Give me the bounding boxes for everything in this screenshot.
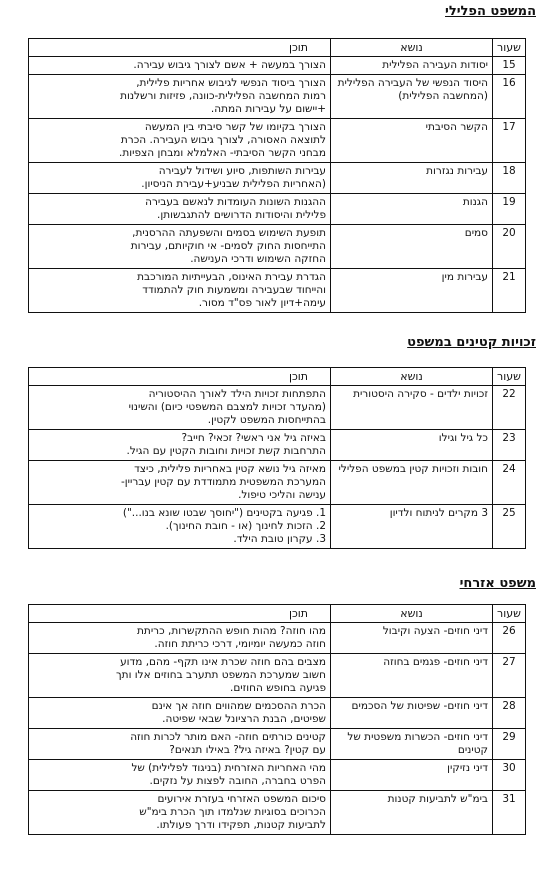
table-row <box>29 163 526 194</box>
lesson-topic: בימ"ש לתביעות קטנות <box>331 791 493 835</box>
lesson-number: 31 <box>493 791 526 835</box>
lesson-number: 27 <box>493 654 526 698</box>
lesson-number: 24 <box>493 461 526 505</box>
lesson-content: 1. פגיעה בקטינים ("יחוסך שבטו שונא בנו...") 2. הזכות לחינוך (או - חובת החינוך). 3. עקרון טובת הילד. <box>29 505 331 549</box>
lesson-topic: דיני חוזים- שפיטות של הסכמים <box>331 698 493 729</box>
table-header-row <box>29 368 526 386</box>
lesson-number: 22 <box>493 386 526 430</box>
header-content: תוכן <box>29 605 331 623</box>
lesson-content: מצבים בהם חוזה שכרת אינו תקף- מהם, מדוע חשוב שמערכת המשפט תתערב בחוזים אלו ותך פגיעה בחופש החוזים. <box>29 654 331 698</box>
lesson-number: 26 <box>493 623 526 654</box>
header-number: שעור <box>493 605 526 623</box>
table-row <box>29 505 526 549</box>
lessons-table <box>28 38 526 313</box>
header-number: שעור <box>493 39 526 57</box>
lesson-number: 15 <box>493 57 526 75</box>
table-row <box>29 75 526 119</box>
table-row <box>29 269 526 313</box>
lesson-topic: כל גיל וגילו <box>331 430 493 461</box>
lesson-content: באיזה גיל אני ראשי? זכאי? חייב? התרחבות קשת זכויות וחובות הקטין עם הגיל. <box>29 430 331 461</box>
table-row <box>29 57 526 75</box>
section-title: המשפט הפלילי <box>445 4 536 19</box>
table-row <box>29 430 526 461</box>
lesson-topic: יסודות העבירה הפלילית <box>331 57 493 75</box>
lesson-number: 30 <box>493 760 526 791</box>
table-row <box>29 461 526 505</box>
header-topic: נושא <box>331 368 493 386</box>
lesson-number: 17 <box>493 119 526 163</box>
table-row <box>29 194 526 225</box>
lesson-number: 28 <box>493 698 526 729</box>
lesson-content: תופעת השימוש בסמים והשפעתה ההרסנית, התייחסות החוק לסמים- אי חוקיותם, עבירות החזקה השימוש ודרכי הענישה. <box>29 225 331 269</box>
lesson-content: הצורך בקיומו של קשר סיבתי בין המעשה לתוצאה האסורה, לצורך גיבוש העבירה. הכרת מבחני הקשר הסיבתי- האלמלא ומבחן הצפיות. <box>29 119 331 163</box>
lesson-topic: 3 מקרים לניתוח ולדיון <box>331 505 493 549</box>
section-title: משפט אזרחי <box>459 576 536 591</box>
header-content: תוכן <box>29 39 331 57</box>
lessons-table <box>28 367 526 549</box>
lesson-topic: עבירות מין <box>331 269 493 313</box>
lesson-number: 19 <box>493 194 526 225</box>
table-row <box>29 654 526 698</box>
lesson-number: 25 <box>493 505 526 549</box>
lesson-content: הצורך ביסוד הנפשי לגיבוש אחריות פלילית, רמות המחשבה הפלילית-כוונה, פזיזות ורשלנות +יישום על עבירות המתה. <box>29 75 331 119</box>
table-row <box>29 386 526 430</box>
header-topic: נושא <box>331 39 493 57</box>
table-row <box>29 760 526 791</box>
lesson-topic: היסוד הנפשי של העבירה הפלילית (המחשבה הפלילית) <box>331 75 493 119</box>
lessons-table <box>28 604 526 835</box>
lesson-content: ההגנות השונות העומדות לנאשם בעבירה פלילית והיסודות הדרושים להתגבשותן. <box>29 194 331 225</box>
header-content: תוכן <box>29 368 331 386</box>
lesson-number: 18 <box>493 163 526 194</box>
header-topic: נושא <box>331 605 493 623</box>
lesson-content: הצורך במעשה + אשם לצורך גיבוש עבירה. <box>29 57 331 75</box>
lesson-topic: עבירות נגזרות <box>331 163 493 194</box>
table-row <box>29 119 526 163</box>
lesson-number: 16 <box>493 75 526 119</box>
lesson-number: 21 <box>493 269 526 313</box>
lesson-content: התפתחות זכויות הילד לאורך ההיסטוריה (מהעדר זכויות למצבם המשפטי כיום) והשינוי בהתייחסות המשפט לקטין. <box>29 386 331 430</box>
lesson-topic: דיני חוזים- הכשרות משפטית של קטינים <box>331 729 493 760</box>
lesson-topic: דיני נזיקין <box>331 760 493 791</box>
lesson-topic: זכויות ילדים - סקירה היסטורית <box>331 386 493 430</box>
lesson-topic: הקשר הסיבתי <box>331 119 493 163</box>
table-header-row <box>29 39 526 57</box>
table-row <box>29 225 526 269</box>
lesson-topic: סמים <box>331 225 493 269</box>
lesson-content: הכרת ההסכמים שמהווים חוזה אך אינם שפיטים, הבנת הרציונל שבאי שפיטה. <box>29 698 331 729</box>
lesson-content: מהי האחריות האזרחית (בניגוד לפלילית) של הפרט בחברה, החובה לפצות על נזקים. <box>29 760 331 791</box>
lesson-content: מאיזה גיל נושא קטין באחריות פלילית, כיצד המערכת המשפטית מתמודדת עם קטין עבריין- ענישה והליכי טיפול. <box>29 461 331 505</box>
lesson-topic: דיני חוזים- פגמים בחוזה <box>331 654 493 698</box>
lesson-topic: חובות וזכויות קטין במשפט הפלילי <box>331 461 493 505</box>
section-title: זכויות קטינים במשפט <box>407 335 536 350</box>
table-row <box>29 791 526 835</box>
lesson-content: הגדרת עבירת האינוס, הבעייתיות המורכבת והייחוד שבעבירה ומשמעות חוק להתמודד עימה+דיון לאור פס"ד מסור. <box>29 269 331 313</box>
lesson-number: 20 <box>493 225 526 269</box>
lesson-content: קטינים כורתים חוזה- האם מותר לכרות חוזה עם קטין? באיזה גיל? באילו תנאים? <box>29 729 331 760</box>
lesson-number: 23 <box>493 430 526 461</box>
table-header-row <box>29 605 526 623</box>
lesson-topic: דיני חוזים- הצעה וקיבול <box>331 623 493 654</box>
lesson-number: 29 <box>493 729 526 760</box>
table-row <box>29 729 526 760</box>
table-row <box>29 623 526 654</box>
lesson-content: סיכום המשפט האזרחי בעזרת אירועים הכרוכים בסוגיות שנלמדו תוך הכרת בימ"ש לתביעות קטנות, תפקידו ודרך פעולתו. <box>29 791 331 835</box>
header-number: שעור <box>493 368 526 386</box>
lesson-content: עבירות השותפות, סיוע ושידול לעבירה (האחריות הפלילית שבניע+עבירת הניסיון. <box>29 163 331 194</box>
table-row <box>29 698 526 729</box>
lesson-content: מהו חוזה? מהות חופש ההתקשרות, כריתת חוזה כמעשה יומיומי, דרכי כריתת חוזה. <box>29 623 331 654</box>
lesson-topic: הגנות <box>331 194 493 225</box>
